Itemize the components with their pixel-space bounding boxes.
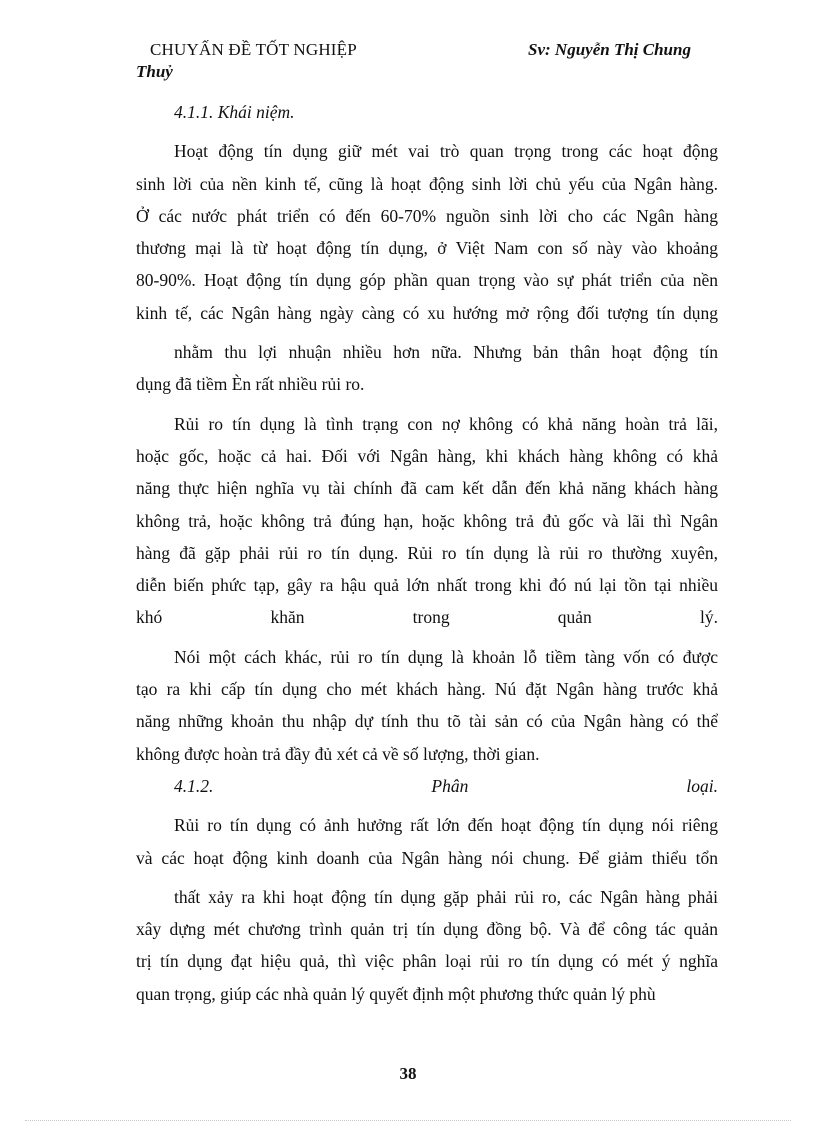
page-bottom-rule bbox=[25, 1120, 791, 1121]
paragraph-line: trị tín dụng đạt hiệu quả, thì việc phân loại rủi ro tín dụng có mét ý nghĩa bbox=[136, 951, 718, 972]
paragraph-line: và các hoạt động kinh doanh của Ngân hàng nói chung. Để giảm thiểu tổn bbox=[136, 847, 718, 868]
page-number: 38 bbox=[399, 1064, 417, 1083]
paragraph-line: tạo ra khi cấp tín dụng cho mét khách hàng. Nú đặt Ngân hàng trước khả bbox=[136, 679, 718, 700]
paragraph-line: dụng đã tiềm Èn rất nhiều rủi ro. bbox=[136, 374, 365, 395]
paragraph-line: Ở các nước phát triển có đến 60-70% nguồn sinh lời cho các Ngân hàng bbox=[136, 205, 718, 226]
section-word: Phân bbox=[431, 775, 469, 796]
paragraph-line: hoặc gốc, hoặc cả hai. Đối với Ngân hàng, khi khách hàng không có khả bbox=[136, 445, 718, 466]
paragraph-line: năng những khoản thu nhập dự tính thu tõ tài sản có của Ngân hàng có thể bbox=[136, 711, 718, 732]
paragraph-line: Rủi ro tín dụng là tình trạng con nợ không có khả năng hoàn trả lãi, bbox=[174, 413, 718, 434]
paragraph-line: kinh tế, các Ngân hàng ngày càng có xu hướng mở rộng đối tượng tín dụng bbox=[136, 302, 718, 323]
paragraph-line: thương mại là từ hoạt động tín dụng, ở Việt Nam con số này vào khoảng bbox=[136, 238, 718, 259]
paragraph-line: Hoạt động tín dụng giữ mét vai trò quan trọng trong các hoạt động bbox=[174, 141, 718, 162]
section-heading-classification bbox=[136, 770, 718, 802]
paragraph-line: hàng đã gặp phải rủi ro tín dụng. Rủi ro tín dụng là rủi ro thường xuyên, bbox=[136, 542, 718, 563]
paragraph-line: Nói một cách khác, rủi ro tín dụng là khoản lỗ tiềm tàng vốn có được bbox=[174, 646, 718, 667]
paragraph-line: không trả, hoặc không trả đúng hạn, hoặc không trả đủ gốc và lãi thì Ngân bbox=[136, 510, 718, 531]
paragraph-line: quan trọng, giúp các nhà quản lý quyết định một phương thức quản lý phù bbox=[136, 983, 656, 1004]
header-student-cont: Thuỷ bbox=[136, 62, 173, 81]
section-heading-definition: 4.1.1. Khái niệm. bbox=[174, 102, 295, 122]
section-number: 4.1.2. bbox=[174, 775, 214, 796]
paragraph-line: không được hoàn trả đầy đủ xét cả về số lượng, thời gian. bbox=[136, 743, 540, 764]
paragraph-line: nhằm thu lợi nhuận nhiều hơn nữa. Nhưng bản thân hoạt động tín bbox=[174, 342, 718, 363]
paragraph-line: Rủi ro tín dụng có ảnh hưởng rất lớn đến hoạt động tín dụng nói riêng bbox=[174, 815, 718, 836]
paragraph-line: 80-90%. Hoạt động tín dụng góp phần quan trọng vào sự phát triển của nền bbox=[136, 270, 718, 291]
section-word: loại. bbox=[686, 775, 718, 796]
header-student: Sv: Nguyễn Thị Chung bbox=[528, 40, 691, 59]
paragraph-line: năng thực hiện nghĩa vụ tài chính đã cam kết dẫn đến khả năng khách hàng bbox=[136, 478, 718, 499]
paragraph-line: xây dựng mét chương trình quản trị tín dụng đồng bộ. Và để công tác quản bbox=[136, 919, 718, 940]
header-title: CHUYẤN ĐỀ TỐT NGHIỆP bbox=[150, 40, 357, 59]
paragraph-line: thất xảy ra khi hoạt động tín dụng gặp phải rủi ro, các Ngân hàng phải bbox=[174, 886, 718, 907]
paragraph-line: khó khăn trong quản lý. bbox=[136, 607, 718, 628]
paragraph-line: sinh lời của nền kinh tế, cũng là hoạt động sinh lời chủ yếu của Ngân hàng. bbox=[136, 173, 718, 194]
paragraph-line: diễn biến phức tạp, gây ra hậu quả lớn nhất trong khi đó nú lại tồn tại nhiều bbox=[136, 575, 718, 596]
document-body bbox=[136, 96, 718, 1010]
